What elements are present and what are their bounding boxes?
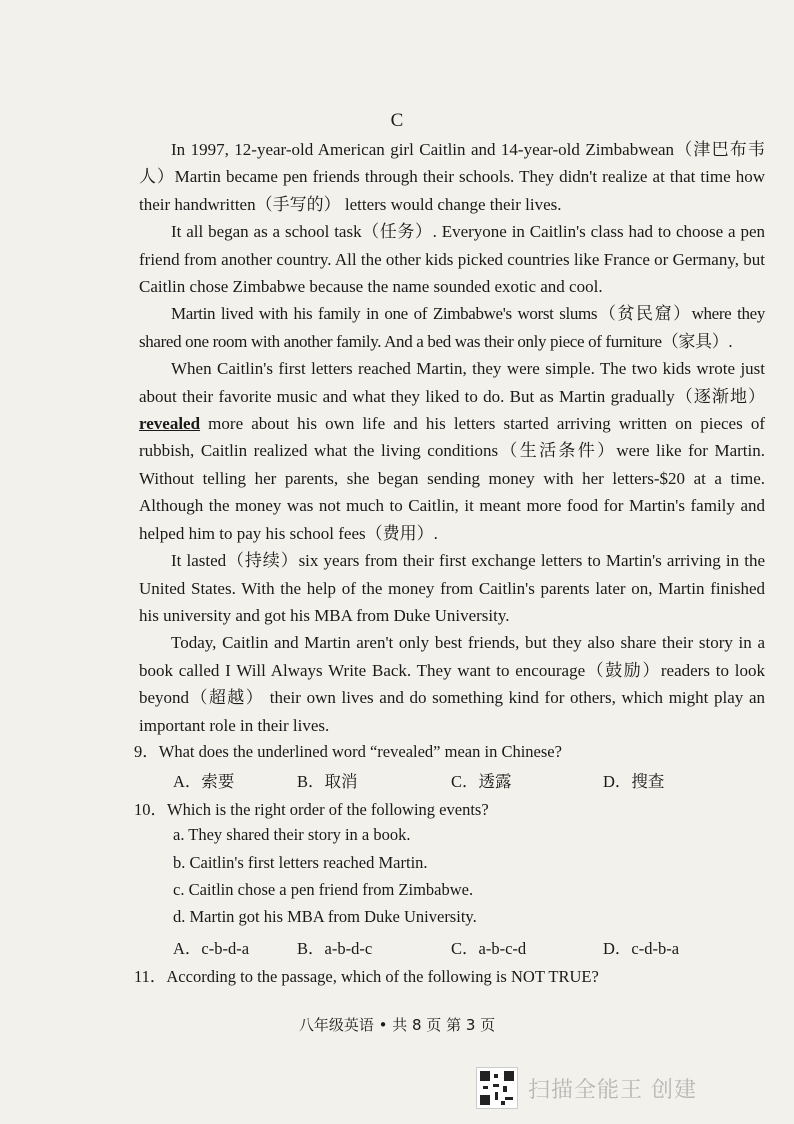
option-a[interactable]: A．c-b-d-a [173,939,250,958]
option-d[interactable]: D．搜查 [603,772,665,791]
qr-code-icon [476,1067,518,1109]
option-a[interactable]: A．索要 [173,772,235,791]
paragraph-6: Today, Caitlin and Martin aren't only best friends, but they also share their story in a book called I Will Always Write Back. They want to encourage（鼓励）readers to look beyond（超越） their own lives and do something kind for others, which might play an important role in their lives. [139,633,765,735]
paragraph-1: In 1997, 12-year-old American girl Caitlin and 14-year-old Zimbabwean（津巴布韦人）Martin became pen friends through their schools. They didn't realize at that time how their handwritten（手写的） letters would change their lives. [139,140,765,214]
watermark-text: 扫描全能王 创建 [528,1077,697,1103]
question-number: 11． [134,967,167,986]
question-10 [134,796,489,820]
paragraph-4 [139,355,765,547]
option-b[interactable]: B．取消 [297,772,358,791]
paragraph-3: Martin lived with his family in one of Zimbabwe's worst slums（贫民窟）where they shared one room with another family. And a bed was their only piece of furniture（家具）. [139,304,765,351]
paragraph-4-after: more about his own life and his letters started arriving written on pieces of rubbish, Caitlin realized what the living conditions（生活条件）were like for Martin. Without telling her parents, she began sending money with her letters-$20 at a time. Although the money was not much to Caitlin, it meant more food for Martin's family and helped him to pay his school fees（费用）. [139,414,765,543]
option-c[interactable]: C．透露 [451,772,512,791]
question-text: According to the passage, which of the following is NOT TRUE? [166,967,599,986]
paragraph-5: It lasted（持续）six years from their first exchange letters to Martin's arriving in the United States. With the help of the money from Caitlin's parents later on, Martin finished his university and got his MBA from Duke University. [139,551,765,625]
scanner-watermark [476,1068,697,1108]
question-text: What does the underlined word “revealed” mean in Chinese? [158,742,562,761]
question-text: Which is the right order of the following events? [167,800,489,819]
question-11 [134,963,599,987]
option-c[interactable]: C．a-b-c-d [451,939,527,958]
paragraph-2: It all began as a school task（任务）. Everyone in Caitlin's class had to choose a pen friend from another country. All the other kids picked countries like France or Germany, but Caitlin chose Zimbabwe because the name sounded exotic and cool. [139,222,765,297]
section-label: C [390,110,404,131]
question-number: 10． [134,800,167,819]
option-d[interactable]: D．c-d-b-a [603,939,680,958]
question-number: 9． [134,742,159,761]
underlined-word: revealed [139,414,201,434]
event-item-d: d. Martin got his MBA from Duke University. [173,907,477,926]
event-item-c: c. Caitlin chose a pen friend from Zimbabwe. [173,880,474,899]
option-b[interactable]: B．a-b-d-c [297,939,373,958]
event-item-b: b. Caitlin's first letters reached Martin. [173,853,428,872]
event-item-a: a. They shared their story in a book. [173,825,411,844]
question-9 [134,738,562,762]
paragraph-4-before: When Caitlin's first letters reached Martin, they were simple. The two kids wrote just about their favorite music and what they liked to do. But as Martin gradually（逐渐地） [139,359,765,406]
reading-passage [139,136,765,739]
page-footer: 八年级英语 • 共 8 页 第 3 页 [298,1016,496,1034]
